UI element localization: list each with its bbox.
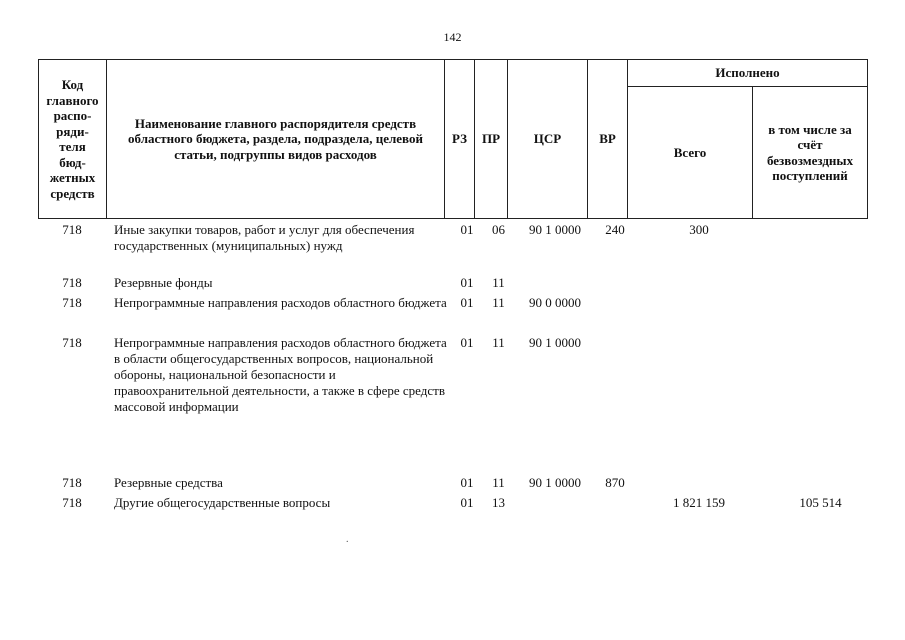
table-row	[38, 222, 878, 275]
cell-total	[635, 335, 763, 475]
cell-free: 105 514	[799, 495, 842, 510]
header-csr	[507, 59, 588, 219]
cell-free	[763, 222, 878, 275]
cell-rz: 01	[460, 495, 474, 510]
cell-rz: 01	[460, 295, 474, 310]
cell-code: 718	[62, 295, 82, 310]
cell-rz: 01	[460, 222, 474, 237]
cell-pr: 11	[492, 295, 505, 310]
cell-pr: 11	[492, 475, 505, 490]
header-incl-free	[752, 86, 868, 219]
footer-mark: .	[346, 534, 349, 545]
cell-code: 718	[62, 475, 82, 490]
cell-pr: 06	[492, 222, 505, 237]
cell-code: 718	[62, 495, 82, 510]
cell-total	[635, 295, 763, 335]
header-code-text: Код главного распо-ряди-теля бюд-жетных средств	[46, 77, 99, 201]
header-name	[106, 59, 445, 219]
cell-csr: 90 1 0000	[529, 335, 581, 350]
cell-vr: 240	[605, 222, 625, 237]
table-row	[38, 335, 878, 475]
header-name-text: Наименование главного распорядителя средств областного бюджета, раздела, подраздела, целевой статьи, подгруппы видов расходов	[128, 115, 423, 162]
cell-name: Непрограммные направления расходов областного бюджета в области общегосударственных вопросов, национальной обороны, национальной безопасности и правоохранительной деятельности, а также в сфере средств массовой информации	[114, 335, 447, 414]
cell-name: Резервные средства	[114, 475, 223, 490]
cell-total	[635, 475, 763, 495]
header-incl-free-text: в том числе за счёт безвозмездных поступлений	[766, 121, 854, 183]
cell-vr	[595, 275, 635, 295]
header-total	[627, 86, 753, 219]
table-row	[38, 275, 878, 295]
cell-name: Резервные фонды	[114, 275, 213, 290]
cell-pr: 11	[492, 275, 505, 290]
cell-name: Иные закупки товаров, работ и услуг для обеспечения государственных (муниципальных) нужд	[114, 222, 415, 253]
header-vr-text: ВР	[599, 131, 616, 147]
cell-code: 718	[62, 275, 82, 290]
cell-name: Другие общегосударственные вопросы	[114, 495, 331, 510]
cell-rz: 01	[460, 475, 474, 490]
cell-name: Непрограммные направления расходов областного бюджета	[114, 295, 447, 310]
cell-pr: 13	[492, 495, 505, 510]
table-header	[38, 59, 868, 219]
cell-free	[763, 275, 878, 295]
cell-rz: 01	[460, 275, 474, 290]
cell-csr: 90 1 0000	[529, 475, 581, 490]
cell-csr: 90 1 0000	[529, 222, 581, 237]
header-code	[38, 59, 107, 219]
header-total-text: Всего	[673, 144, 707, 160]
data-table	[38, 222, 878, 515]
table-row	[38, 475, 878, 495]
cell-free	[763, 335, 878, 475]
table-row	[38, 295, 878, 335]
cell-rz: 01	[460, 335, 474, 350]
header-csr-text: ЦСР	[533, 131, 562, 147]
cell-vr	[595, 495, 635, 515]
cell-free	[763, 475, 878, 495]
cell-vr: 870	[605, 475, 625, 490]
table-row	[38, 495, 878, 515]
header-rz-text: РЗ	[452, 131, 467, 147]
cell-code: 718	[62, 222, 82, 237]
cell-total	[635, 275, 763, 295]
header-executed-text: Исполнено	[715, 65, 780, 81]
header-pr	[474, 59, 508, 219]
cell-free	[763, 295, 878, 335]
cell-total: 1 821 159	[673, 495, 725, 510]
cell-csr: 90 0 0000	[529, 295, 581, 310]
header-vr	[587, 59, 628, 219]
cell-total: 300	[689, 222, 709, 237]
page-number: 142	[443, 30, 462, 44]
header-executed	[627, 59, 868, 87]
cell-csr	[515, 495, 595, 515]
header-rz	[444, 59, 475, 219]
header-pr-text: ПР	[481, 131, 501, 147]
cell-vr	[595, 295, 635, 335]
cell-vr	[595, 335, 635, 475]
cell-code: 718	[62, 335, 82, 350]
cell-pr: 11	[492, 335, 505, 350]
cell-csr	[515, 275, 595, 295]
